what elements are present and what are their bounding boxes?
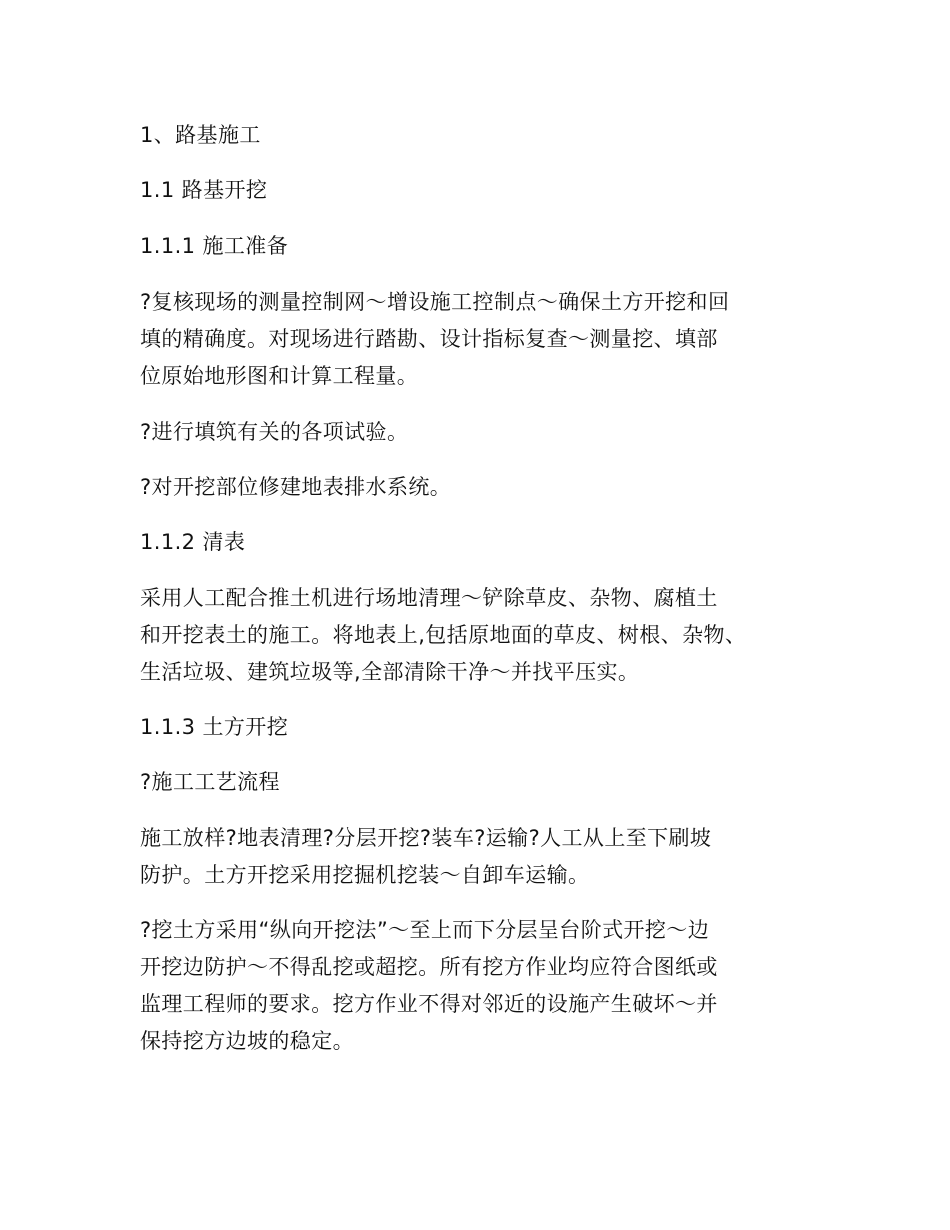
paragraph-line: ?施工工艺流程 <box>140 770 280 794</box>
paragraph-line: 监理工程师的要求。挖方作业不得对邻近的设施产生破坏～并 <box>140 992 718 1016</box>
paragraph-line: ?复核现场的测量控制网～增设施工控制点～确保土方开挖和回 <box>140 290 730 314</box>
paragraph-line: 位原始地形图和计算工程量。 <box>140 364 419 388</box>
heading-section-1-1-1: 1.1.1 施工准备 <box>140 234 289 258</box>
paragraph-line: 保持挖方边坡的稳定。 <box>140 1029 354 1053</box>
heading-section-1-1-3: 1.1.3 土方开挖 <box>140 715 289 739</box>
paragraph-line: 生活垃圾、建筑垃圾等,全部清除干净～并找平压实。 <box>140 660 640 684</box>
heading-section-1-1: 1.1 路基开挖 <box>140 178 268 202</box>
paragraph-line: 和开挖表土的施工。将地表上,包括原地面的草皮、树根、杂物、 <box>140 623 747 647</box>
paragraph-line: ?挖土方采用“纵向开挖法”～至上而下分层呈台阶式开挖～边 <box>140 918 710 942</box>
heading-section-1: 1、路基施工 <box>140 123 261 147</box>
paragraph-line: ?进行填筑有关的各项试验。 <box>140 420 409 444</box>
heading-section-1-1-2: 1.1.2 清表 <box>140 530 246 554</box>
paragraph-line: 采用人工配合推土机进行场地清理～铲除草皮、杂物、腐植土 <box>140 586 718 610</box>
paragraph-line: 填的精确度。对现场进行踏勘、设计指标复查～测量挖、填部 <box>140 327 718 351</box>
paragraph-line: 施工放样?地表清理?分层开挖?装车?运输?人工从上至下刷坡 <box>140 826 712 850</box>
paragraph-line: 开挖边防护～不得乱挖或超挖。所有挖方作业均应符合图纸或 <box>140 955 718 979</box>
paragraph-line: 防护。土方开挖采用挖掘机挖装～自卸车运输。 <box>140 863 590 887</box>
paragraph-line: ?对开挖部位修建地表排水系统。 <box>140 475 452 499</box>
